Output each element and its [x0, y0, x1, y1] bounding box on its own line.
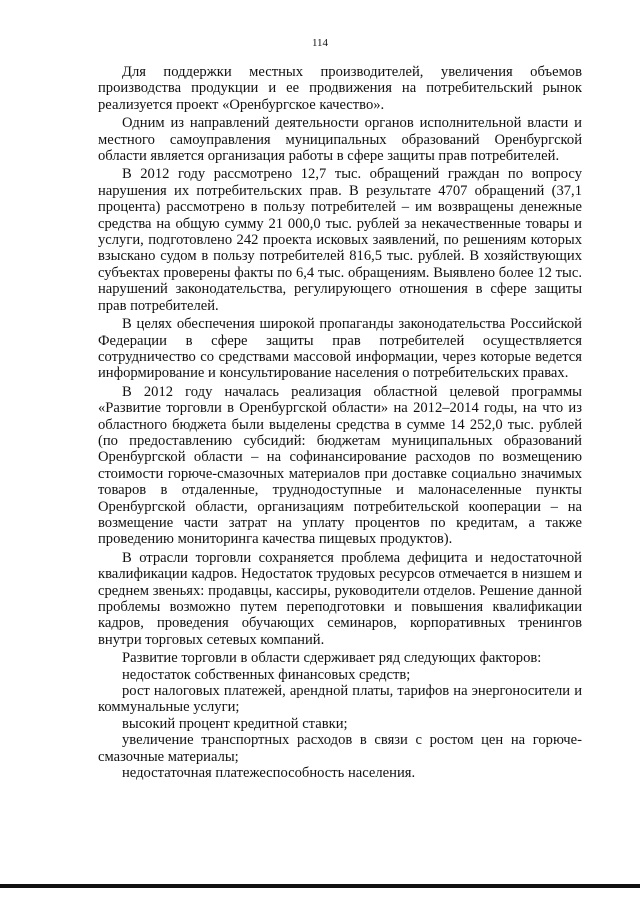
bottom-rule [0, 884, 640, 888]
paragraph-trade-program: В 2012 году началась реализация областной целевой программы «Развитие торговли в Оренбургской области» на 2012–2014 годы, на что из областного бюджета были выделены средства в сумме 14 252,0 тыс. рублей (по предоставлению субсидий: бюджетам муниципальных образований Оренбургской области – на софинансирование расходов по возмещению стоимости горюче-смазочных материалов при доставке социально значимых товаров в отдаленные, труднодоступные и малонаселенные пункты Оренбургской области, организациям потребительской кооперации – на возмещение части затрат на уплату процентов по кредитам, а также проведению мониторинга качества пищевых продуктов). [98, 383, 582, 548]
paragraph-appeals-2012: В 2012 году рассмотрено 12,7 тыс. обращений граждан по вопросу нарушения их потребительских прав. В результате 4707 обращений (37,1 процента) рассмотрено в пользу потребителей – им возвращены денежные средства на общую сумму 21 000,0 тыс. рублей за некачественные товары и услуги, подготовлено 242 проекта исковых заявлений, по решениям которых взыскано судом в пользу потребителей 816,5 тыс. рублей. В хозяйствующих субъектах проверены факты по 6,4 тыс. обращениям. Выявлено более 12 тыс. нарушений законодательства, регулирующего отношения в сфере защиты прав потребителей. [98, 166, 582, 314]
paragraph-factors-intro: Развитие торговли в области сдерживает ряд следующих факторов: [122, 650, 542, 667]
list-item: недостаток собственных финансовых средств; [122, 666, 411, 683]
page-number: 114 [311, 37, 329, 49]
list-item: увеличение транспортных расходов в связи с ростом цен на горюче-смазочные материалы; [98, 732, 582, 765]
paragraph-consumer-protection: Одним из направлений деятельности органов исполнительной власти и местного самоуправления муниципальных образований Оренбургской области является организация работы в сфере защиты прав потребителей. [98, 115, 582, 165]
factors-list [98, 667, 582, 782]
list-item: недостаточная платежеспособность населения. [122, 765, 416, 782]
paragraph-media-cooperation: В целях обеспечения широкой пропаганды законодательства Российской Федерации в сфере защиты прав потребителей осуществляется сотрудничество со средствами массовой информации, через которые ведется информирование и консультирование населения о потребительских правах. [98, 316, 582, 382]
paragraph-local-producers: Для поддержки местных производителей, увеличения объемов производства продукции и ее продвижения на потребительский рынок реализуется проект «Оренбургское качество». [98, 64, 582, 113]
list-item: рост налоговых платежей, арендной платы, тарифов на энергоносители и коммунальные услуги; [98, 683, 582, 716]
list-item: высокий процент кредитной ставки; [122, 715, 348, 732]
paragraph-staff-shortage: В отрасли торговли сохраняется проблема дефицита и недостаточной квалификации кадров. Недостаток трудовых ресурсов отмечается в низшем и среднем звеньях: продавцы, кассиры, руководители отделов. Решение данной проблемы возможно путем переподготовки и повышения квалификации кадров, проведения обучающих семинаров, корпоративных тренингов внутри торговых сетевых компаний. [98, 549, 582, 648]
document-body [98, 64, 582, 781]
